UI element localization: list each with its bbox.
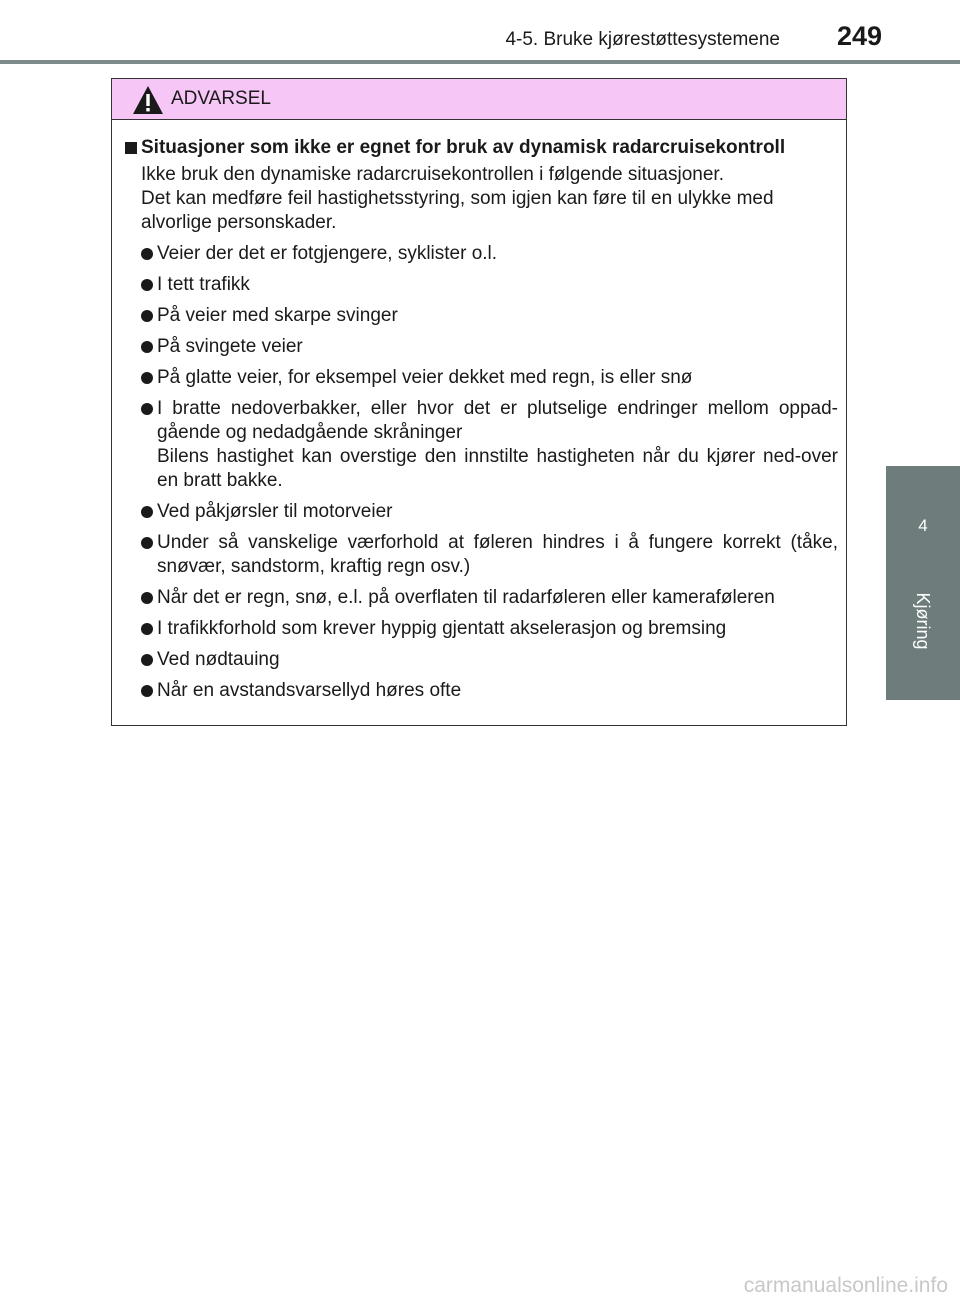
intro-line: Det kan medføre feil hastighetsstyring, som igjen kan føre til en ulykke med alvorlige personskader. (141, 188, 774, 233)
list-item-paragraph: På svingete veier (157, 336, 303, 357)
list-item-paragraph: Veier der det er fotgjengere, syklister o.l. (157, 243, 498, 264)
list-item (125, 586, 838, 610)
warning-body (112, 120, 846, 703)
situation-list (125, 242, 838, 703)
bullet-dot-icon (141, 310, 153, 322)
bullet-dot-icon (141, 685, 153, 697)
square-bullet-icon (125, 142, 137, 154)
list-item-paragraph: I trafikkforhold som krever hyppig gjentatt akselerasjon og bremsing (157, 618, 727, 639)
list-item-text (157, 500, 838, 524)
chapter-label: Kjøring (913, 592, 933, 650)
list-item-text (157, 242, 838, 266)
bullet-dot-icon (141, 592, 153, 604)
list-item-text (157, 586, 838, 610)
intro-line: Ikke bruk den dynamiske radarcruisekontrollen i følgende situasjoner. (141, 164, 724, 185)
chapter-tab (886, 466, 960, 700)
page-header (0, 0, 960, 64)
list-item-paragraph: Under så vanskelige værforhold at føleren hindres i å fungere korrekt (tåke, snøvær, sandstorm, kraftig regn osv.) (157, 532, 838, 577)
list-item-text (157, 304, 838, 328)
header-rule (0, 60, 960, 64)
list-item (125, 242, 838, 266)
list-item (125, 500, 838, 524)
bullet-dot-icon (141, 341, 153, 353)
warning-title: ADVARSEL (171, 88, 271, 109)
warning-subheading (125, 136, 838, 160)
list-item-text (157, 273, 838, 297)
list-item (125, 304, 838, 328)
list-item-paragraph: Når det er regn, snø, e.l. på overflaten til radarføleren eller kameraføleren (157, 587, 775, 608)
bullet-dot-icon (141, 537, 153, 549)
bullet-dot-icon (141, 279, 153, 291)
chapter-number: 4 (918, 516, 928, 535)
warning-intro (125, 163, 838, 235)
watermark-text: carmanualsonline.info (743, 1274, 948, 1297)
page-number: 249 (836, 21, 882, 51)
list-item-paragraph: Ved påkjørsler til motorveier (157, 501, 393, 522)
list-item (125, 273, 838, 297)
bullet-dot-icon (141, 372, 153, 384)
warning-header (112, 79, 846, 120)
list-item (125, 366, 838, 390)
bullet-dot-icon (141, 403, 153, 415)
warning-triangle-icon (132, 85, 164, 115)
section-title: 4-5. Bruke kjørestøttesystemene (505, 29, 780, 50)
bullet-dot-icon (141, 248, 153, 260)
bullet-dot-icon (141, 623, 153, 635)
warning-subheading-text: Situasjoner som ikke er egnet for bruk av dynamisk radarcruisekontroll (141, 137, 786, 158)
bullet-dot-icon (141, 654, 153, 666)
bullet-dot-icon (141, 506, 153, 518)
list-item-paragraph: Når en avstandsvarsellyd høres ofte (157, 680, 462, 701)
watermark-logo (618, 1272, 948, 1298)
list-item-text (157, 648, 838, 672)
list-item-paragraph: I bratte nedoverbakker, eller hvor det er plutselige endringer mellom oppad-gående og nedadgående skråninger (157, 398, 838, 443)
list-item (125, 335, 838, 359)
list-item-text (157, 679, 838, 703)
list-item-text (157, 335, 838, 359)
list-item-paragraph: Bilens hastighet kan overstige den innstilte hastigheten når du kjører ned-over en bratt bakke. (157, 446, 838, 491)
list-item-text (157, 366, 838, 390)
list-item (125, 648, 838, 672)
list-item (125, 531, 838, 579)
list-item-paragraph: På veier med skarpe svinger (157, 305, 398, 326)
list-item (125, 679, 838, 703)
list-item (125, 617, 838, 641)
warning-box (111, 78, 847, 726)
list-item-paragraph: På glatte veier, for eksempel veier dekket med regn, is eller snø (157, 367, 693, 388)
list-item-paragraph: I tett trafikk (157, 274, 250, 295)
list-item (125, 397, 838, 493)
list-item-paragraph: Ved nødtauing (157, 649, 280, 670)
list-item-text (157, 531, 838, 579)
list-item-text (157, 617, 838, 641)
list-item-text (157, 397, 838, 493)
